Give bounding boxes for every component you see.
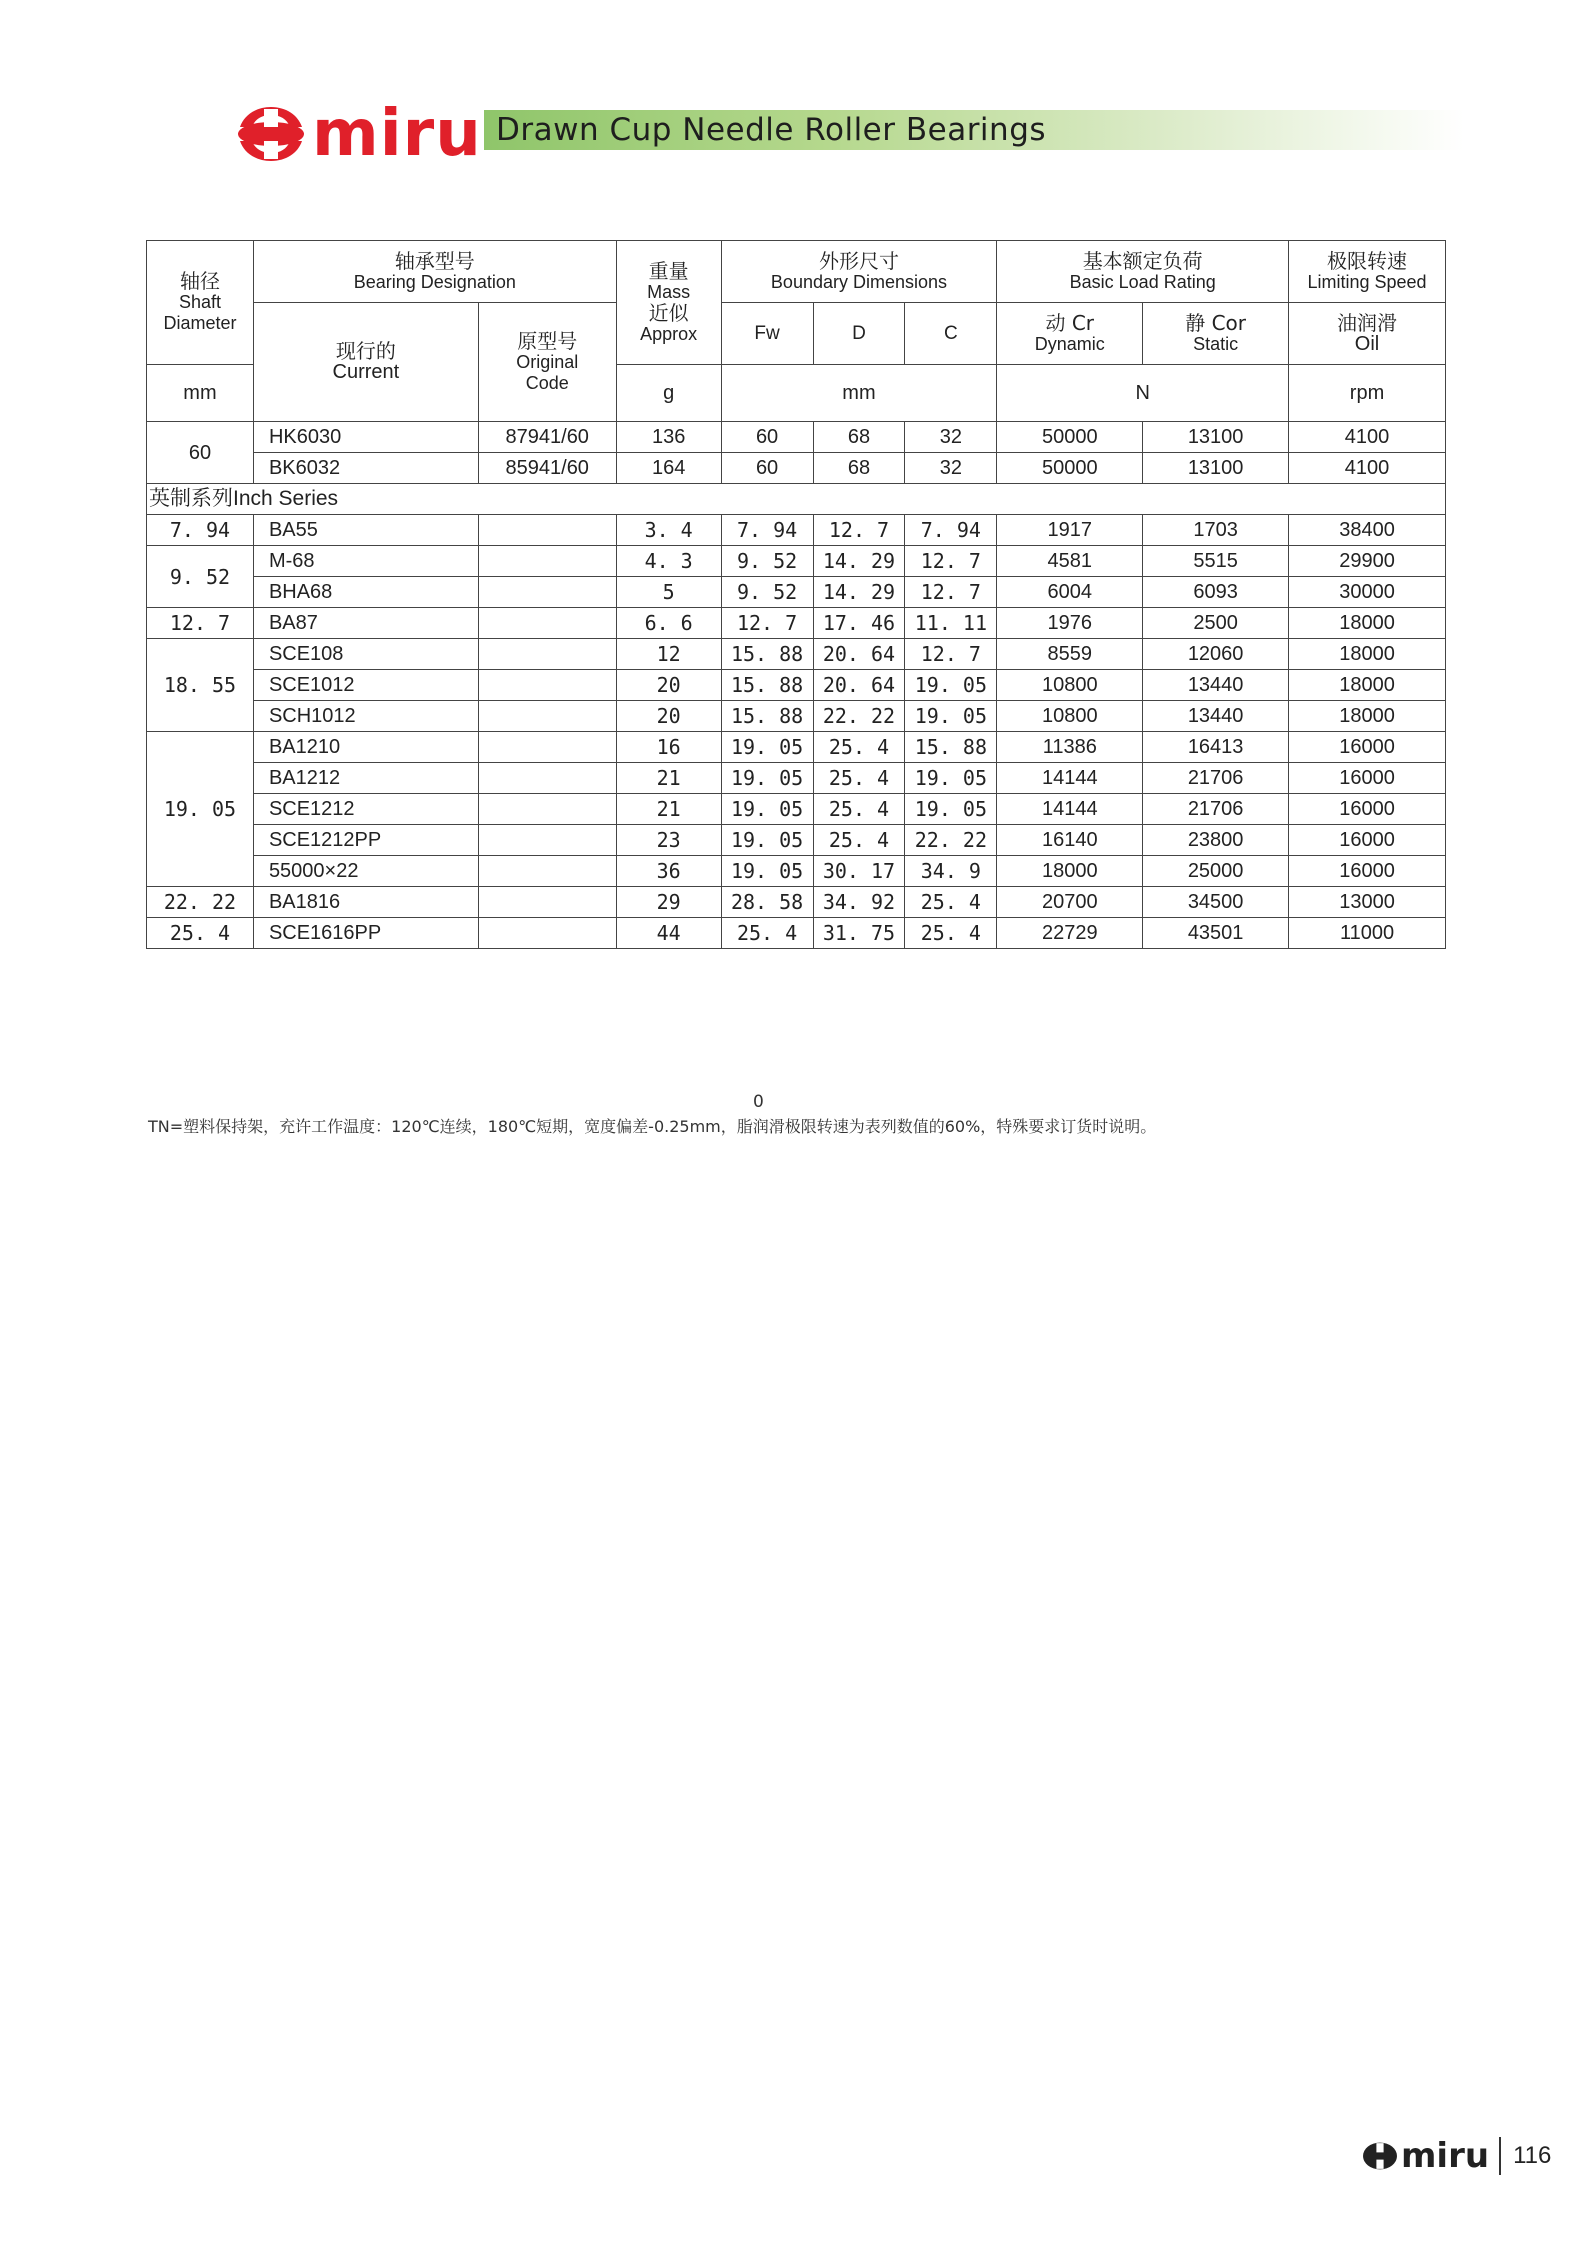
mass-cell: 5	[616, 577, 721, 608]
fw-cell: 25. 4	[721, 918, 813, 949]
table-row	[147, 701, 1446, 732]
current-header: 现行的 Current	[253, 303, 478, 422]
oil-cell: 11000	[1289, 918, 1446, 949]
original-code-cell: 87941/60	[478, 422, 616, 453]
designation-header: 轴承型号 Bearing Designation	[253, 241, 616, 303]
fw-cell: 19. 05	[721, 763, 813, 794]
d-cell: 22. 22	[813, 701, 905, 732]
table-row	[147, 515, 1446, 546]
current-code-cell: BA1212	[253, 763, 478, 794]
c-cell: 25. 4	[905, 918, 997, 949]
mass-cell: 21	[616, 763, 721, 794]
oil-cell: 30000	[1289, 577, 1446, 608]
original-code-cell	[478, 763, 616, 794]
cr-cell: 16140	[997, 825, 1143, 856]
fw-cell: 9. 52	[721, 546, 813, 577]
fw-header: Fw	[721, 303, 813, 365]
d-cell: 31. 75	[813, 918, 905, 949]
oil-cell: 16000	[1289, 825, 1446, 856]
original-code-cell	[478, 701, 616, 732]
cor-cell: 34500	[1143, 887, 1289, 918]
c-cell: 19. 05	[905, 763, 997, 794]
cr-cell: 14144	[997, 763, 1143, 794]
unit-load: N	[997, 365, 1289, 422]
d-cell: 14. 29	[813, 577, 905, 608]
c-header: C	[905, 303, 997, 365]
oil-cell: 16000	[1289, 794, 1446, 825]
cor-cell: 12060	[1143, 639, 1289, 670]
c-cell: 22. 22	[905, 825, 997, 856]
brand-name: miru	[312, 97, 482, 171]
oil-cell: 13000	[1289, 887, 1446, 918]
original-code-cell	[478, 546, 616, 577]
cr-cell: 4581	[997, 546, 1143, 577]
inch-series-label: 英制系列Inch Series	[147, 484, 1446, 515]
current-code-cell: 55000×22	[253, 856, 478, 887]
oil-cell: 18000	[1289, 670, 1446, 701]
cor-cell: 2500	[1143, 608, 1289, 639]
fw-cell: 9. 52	[721, 577, 813, 608]
metric-rows	[147, 422, 1446, 484]
original-code-cell	[478, 825, 616, 856]
current-code-cell: BK6032	[253, 453, 478, 484]
cr-cell: 22729	[997, 918, 1143, 949]
shaft-cell: 7. 94	[147, 515, 254, 546]
cor-cell: 16413	[1143, 732, 1289, 763]
cor-cell: 6093	[1143, 577, 1289, 608]
fw-cell: 19. 05	[721, 825, 813, 856]
inch-rows	[147, 515, 1446, 949]
original-code-cell	[478, 515, 616, 546]
oil-cell: 18000	[1289, 608, 1446, 639]
cr-cell: 6004	[997, 577, 1143, 608]
shaft-header: 轴径 Shaft Diameter	[147, 241, 254, 365]
fw-cell: 19. 05	[721, 732, 813, 763]
shaft-cell: 12. 7	[147, 608, 254, 639]
mass-cell: 29	[616, 887, 721, 918]
mass-cell: 3. 4	[616, 515, 721, 546]
speed-header: 极限转速 Limiting Speed	[1289, 241, 1446, 303]
shaft-cell: 18. 55	[147, 639, 254, 732]
cor-cell: 21706	[1143, 794, 1289, 825]
c-cell: 12. 7	[905, 577, 997, 608]
page-number: 116	[1513, 2142, 1552, 2169]
cor-cell: 13440	[1143, 701, 1289, 732]
mass-cell: 136	[616, 422, 721, 453]
cr-cell: 14144	[997, 794, 1143, 825]
footnote: TN=塑料保持架，充许工作温度：120℃连续，180℃短期，宽度偏差-0.25mm，脂润滑极限转速为表列数值的60%，特殊要求订货时说明。	[148, 1117, 1157, 1136]
d-cell: 25. 4	[813, 794, 905, 825]
page-footer	[1362, 2136, 1551, 2176]
fw-cell: 12. 7	[721, 608, 813, 639]
fw-cell: 19. 05	[721, 794, 813, 825]
table-row	[147, 422, 1446, 453]
current-code-cell: HK6030	[253, 422, 478, 453]
table-row	[147, 453, 1446, 484]
cr-cell: 20700	[997, 887, 1143, 918]
cr-cell: 50000	[997, 422, 1143, 453]
shaft-cell: 25. 4	[147, 918, 254, 949]
table-row	[147, 546, 1446, 577]
c-cell: 12. 7	[905, 546, 997, 577]
unit-shaft: mm	[147, 365, 254, 422]
mass-cell: 20	[616, 670, 721, 701]
original-code-cell	[478, 918, 616, 949]
d-cell: 25. 4	[813, 763, 905, 794]
oil-cell: 38400	[1289, 515, 1446, 546]
d-header: D	[813, 303, 905, 365]
original-code-cell	[478, 887, 616, 918]
original-header: 原型号 Original Code	[478, 303, 616, 422]
mass-cell: 23	[616, 825, 721, 856]
fw-cell: 19. 05	[721, 856, 813, 887]
cor-cell: 21706	[1143, 763, 1289, 794]
table-row	[147, 794, 1446, 825]
original-code-cell	[478, 856, 616, 887]
table-row	[147, 670, 1446, 701]
static-header: 静 Cor Static	[1143, 303, 1289, 365]
cor-cell: 43501	[1143, 918, 1289, 949]
oil-cell: 16000	[1289, 763, 1446, 794]
cr-cell: 10800	[997, 701, 1143, 732]
cor-cell: 1703	[1143, 515, 1289, 546]
d-cell: 25. 4	[813, 732, 905, 763]
current-code-cell: SCE1212	[253, 794, 478, 825]
oil-cell: 29900	[1289, 546, 1446, 577]
cr-cell: 1976	[997, 608, 1143, 639]
c-cell: 11. 11	[905, 608, 997, 639]
original-code-cell	[478, 732, 616, 763]
note-zero: 0	[753, 1092, 764, 1112]
shaft-cell: 19. 05	[147, 732, 254, 887]
fw-cell: 28. 58	[721, 887, 813, 918]
current-code-cell: BA1210	[253, 732, 478, 763]
mass-cell: 4. 3	[616, 546, 721, 577]
d-cell: 34. 92	[813, 887, 905, 918]
table-row	[147, 856, 1446, 887]
cor-cell: 13100	[1143, 453, 1289, 484]
miru-emblem-icon	[1362, 2141, 1398, 2171]
shaft-cell: 22. 22	[147, 887, 254, 918]
cr-cell: 1917	[997, 515, 1143, 546]
c-cell: 19. 05	[905, 670, 997, 701]
table-row	[147, 763, 1446, 794]
section-row	[147, 484, 1446, 515]
original-code-cell: 85941/60	[478, 453, 616, 484]
current-code-cell: SCE1212PP	[253, 825, 478, 856]
miru-emblem-icon	[236, 105, 306, 163]
miru-logo	[236, 97, 482, 171]
oil-header: 油润滑 Oil	[1289, 303, 1446, 365]
c-cell: 25. 4	[905, 887, 997, 918]
dynamic-header: 动 Cr Dynamic	[997, 303, 1143, 365]
c-cell: 32	[905, 422, 997, 453]
original-code-cell	[478, 608, 616, 639]
table-row	[147, 577, 1446, 608]
c-cell: 34. 9	[905, 856, 997, 887]
current-code-cell: SCE1616PP	[253, 918, 478, 949]
mass-cell: 20	[616, 701, 721, 732]
fw-cell: 7. 94	[721, 515, 813, 546]
table-row	[147, 639, 1446, 670]
cr-cell: 18000	[997, 856, 1143, 887]
cr-cell: 10800	[997, 670, 1143, 701]
c-cell: 19. 05	[905, 701, 997, 732]
d-cell: 68	[813, 453, 905, 484]
oil-cell: 4100	[1289, 422, 1446, 453]
fw-cell: 60	[721, 422, 813, 453]
current-code-cell: SCH1012	[253, 701, 478, 732]
c-cell: 7. 94	[905, 515, 997, 546]
current-code-cell: BA55	[253, 515, 478, 546]
table-row	[147, 887, 1446, 918]
title-band	[484, 110, 1464, 150]
dimensions-header: 外形尺寸 Boundary Dimensions	[721, 241, 997, 303]
cr-cell: 11386	[997, 732, 1143, 763]
page-header	[236, 96, 1466, 171]
shaft-cell: 9. 52	[147, 546, 254, 608]
fw-cell: 60	[721, 453, 813, 484]
current-code-cell: BHA68	[253, 577, 478, 608]
cor-cell: 13100	[1143, 422, 1289, 453]
table-row	[147, 825, 1446, 856]
original-code-cell	[478, 639, 616, 670]
current-code-cell: BA1816	[253, 887, 478, 918]
page-title: Drawn Cup Needle Roller Bearings	[496, 112, 1047, 148]
mass-cell: 12	[616, 639, 721, 670]
table-row	[147, 732, 1446, 763]
oil-cell: 16000	[1289, 856, 1446, 887]
d-cell: 12. 7	[813, 515, 905, 546]
fw-cell: 15. 88	[721, 670, 813, 701]
d-cell: 30. 17	[813, 856, 905, 887]
mass-cell: 6. 6	[616, 608, 721, 639]
cor-cell: 13440	[1143, 670, 1289, 701]
d-cell: 17. 46	[813, 608, 905, 639]
current-code-cell: SCE108	[253, 639, 478, 670]
unit-speed: rpm	[1289, 365, 1446, 422]
c-cell: 12. 7	[905, 639, 997, 670]
current-code-cell: BA87	[253, 608, 478, 639]
shaft-cell: 60	[147, 422, 254, 484]
mass-cell: 164	[616, 453, 721, 484]
fw-cell: 15. 88	[721, 639, 813, 670]
mass-cell: 21	[616, 794, 721, 825]
bearing-spec-table	[146, 240, 1446, 949]
fw-cell: 15. 88	[721, 701, 813, 732]
d-cell: 68	[813, 422, 905, 453]
d-cell: 25. 4	[813, 825, 905, 856]
current-code-cell: M-68	[253, 546, 478, 577]
c-cell: 15. 88	[905, 732, 997, 763]
d-cell: 20. 64	[813, 639, 905, 670]
oil-cell: 16000	[1289, 732, 1446, 763]
cor-cell: 25000	[1143, 856, 1289, 887]
d-cell: 14. 29	[813, 546, 905, 577]
cr-cell: 50000	[997, 453, 1143, 484]
cor-cell: 23800	[1143, 825, 1289, 856]
load-rating-header: 基本额定负荷 Basic Load Rating	[997, 241, 1289, 303]
current-code-cell: SCE1012	[253, 670, 478, 701]
c-cell: 19. 05	[905, 794, 997, 825]
mass-cell: 16	[616, 732, 721, 763]
original-code-cell	[478, 577, 616, 608]
table-row	[147, 918, 1446, 949]
cor-cell: 5515	[1143, 546, 1289, 577]
unit-dims: mm	[721, 365, 997, 422]
d-cell: 20. 64	[813, 670, 905, 701]
c-cell: 32	[905, 453, 997, 484]
table-row	[147, 608, 1446, 639]
mass-cell: 44	[616, 918, 721, 949]
oil-cell: 4100	[1289, 453, 1446, 484]
unit-mass: g	[616, 365, 721, 422]
mass-cell: 36	[616, 856, 721, 887]
mass-header: 重量 Mass 近似 Approx	[616, 241, 721, 365]
original-code-cell	[478, 670, 616, 701]
oil-cell: 18000	[1289, 701, 1446, 732]
footer-brand: miru	[1401, 2136, 1490, 2176]
original-code-cell	[478, 794, 616, 825]
oil-cell: 18000	[1289, 639, 1446, 670]
cr-cell: 8559	[997, 639, 1143, 670]
footer-divider	[1499, 2137, 1501, 2175]
